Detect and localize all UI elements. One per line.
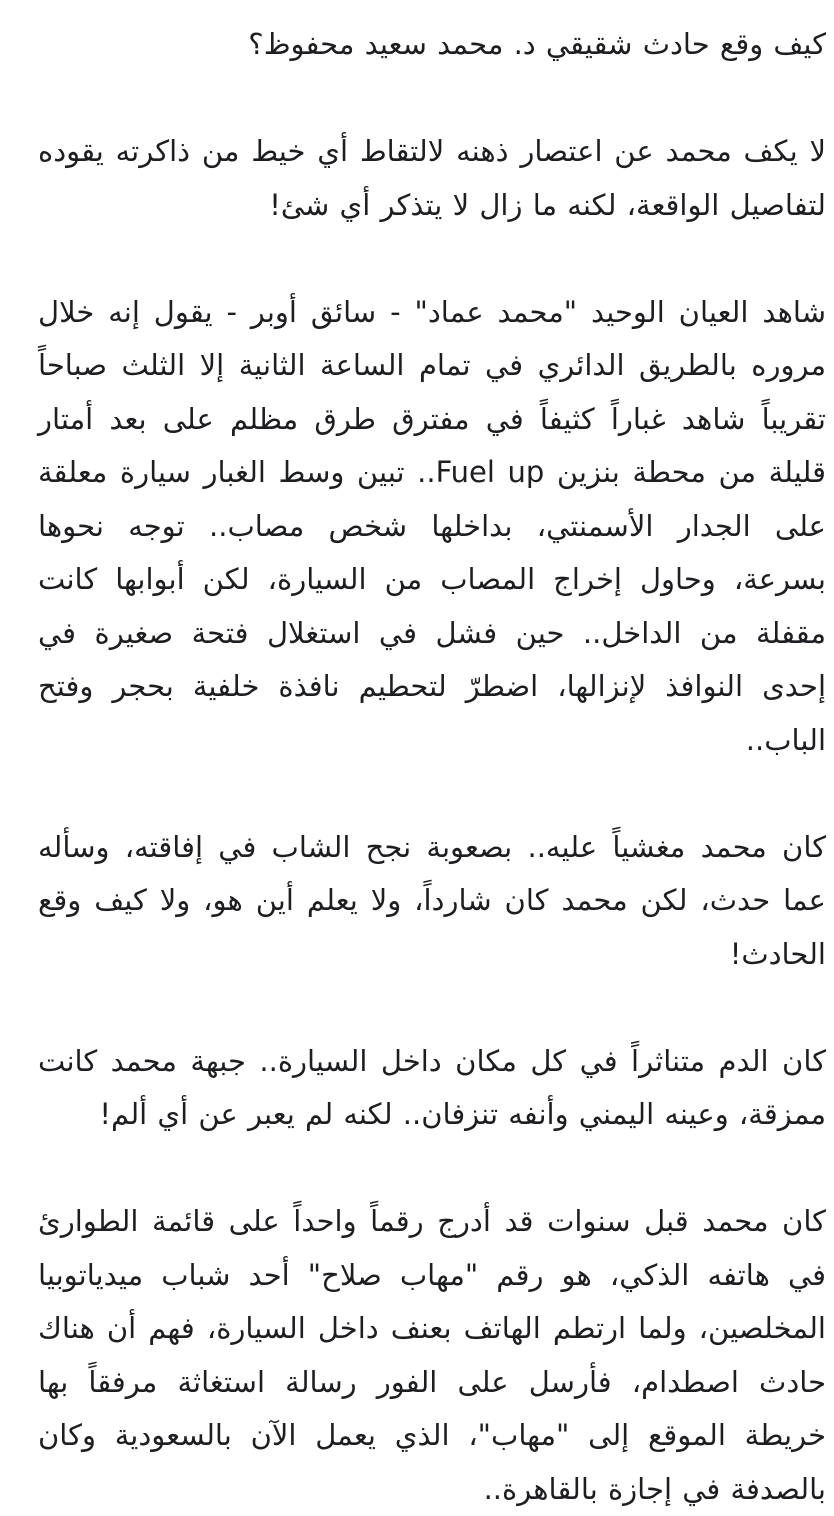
text-line: المخلصين، ولما ارتطم الهاتف بعنف داخل السيارة، فهم أن هناك [38, 1302, 826, 1356]
text-line: بالصدفة في إجازة بالقاهرة.. [38, 1463, 826, 1516]
text-line: كان محمد مغشياً عليه.. بصعوبة نجح الشاب في إفاقته، وسأله [38, 821, 826, 875]
post-body [38, 18, 826, 1516]
text-line: لتفاصيل الواقعة، لكنه ما زال لا يتذكر أي شئ! [38, 179, 826, 233]
text-line: على الجدار الأسمنتي، بداخلها شخص مصاب.. توجه نحوها [38, 500, 826, 554]
text-line: كان الدم متناثراً في كل مكان داخل السيارة.. جبهة محمد كانت [38, 1035, 826, 1089]
text-line: مقفلة من الداخل.. حين فشل في استغلال فتحة صغيرة في [38, 607, 826, 661]
post-title [38, 18, 826, 72]
paragraph-blood [38, 1035, 826, 1142]
text-line: كان محمد قبل سنوات قد أدرج رقماً واحداً على قائمة الطوارئ [38, 1195, 826, 1249]
text-line: عما حدث، لكن محمد كان شارداً، ولا يعلم أين هو، ولا كيف وقع [38, 874, 826, 928]
text-line: حادث اصطدام، فأرسل على الفور رسالة استغاثة مرفقاً بها [38, 1356, 826, 1410]
text-line: لا يكف محمد عن اعتصار ذهنه لالتقاط أي خيط من ذاكرته يقوده [38, 125, 826, 179]
text-line: ممزقة، وعينه اليمني وأنفه تنزفان.. لكنه لم يعبر عن أي ألم! [38, 1088, 826, 1142]
paragraph-emergency [38, 1195, 826, 1516]
text-line: تقريباً شاهد غباراً كثيفاً في مفترق طرق مظلم على بعد أمتار [38, 393, 826, 447]
text-line: خريطة الموقع إلى "مهاب"، الذي يعمل الآن بالسعودية وكان [38, 1409, 826, 1463]
text-line: إحدى النوافذ لإنزالها، اضطرّ لتحطيم نافذة خلفية بحجر وفتح [38, 660, 826, 714]
paragraph-memory [38, 125, 826, 232]
paragraph-witness [38, 286, 826, 768]
text-line: قليلة من محطة بنزين Fuel up.. تبين وسط الغبار سيارة معلقة [38, 446, 826, 500]
text-line: مروره بالطريق الدائري في تمام الساعة الثانية إلا الثلث صباحاً [38, 339, 826, 393]
text-line: بسرعة، وحاول إخراج المصاب من السيارة، لكن أبوابها كانت [38, 553, 826, 607]
paragraph-unconscious [38, 821, 826, 982]
text-line: شاهد العيان الوحيد "محمد عماد" - سائق أوبر - يقول إنه خلال [38, 286, 826, 340]
text-line: الباب.. [38, 714, 826, 768]
text-line: الحادث! [38, 928, 826, 982]
text-line: في هاتفه الذكي، هو رقم "مهاب صلاح" أحد شباب ميدياتوبيا [38, 1249, 826, 1303]
title-line: كيف وقع حادث شقيقي د. محمد سعيد محفوظ؟ [38, 18, 826, 72]
